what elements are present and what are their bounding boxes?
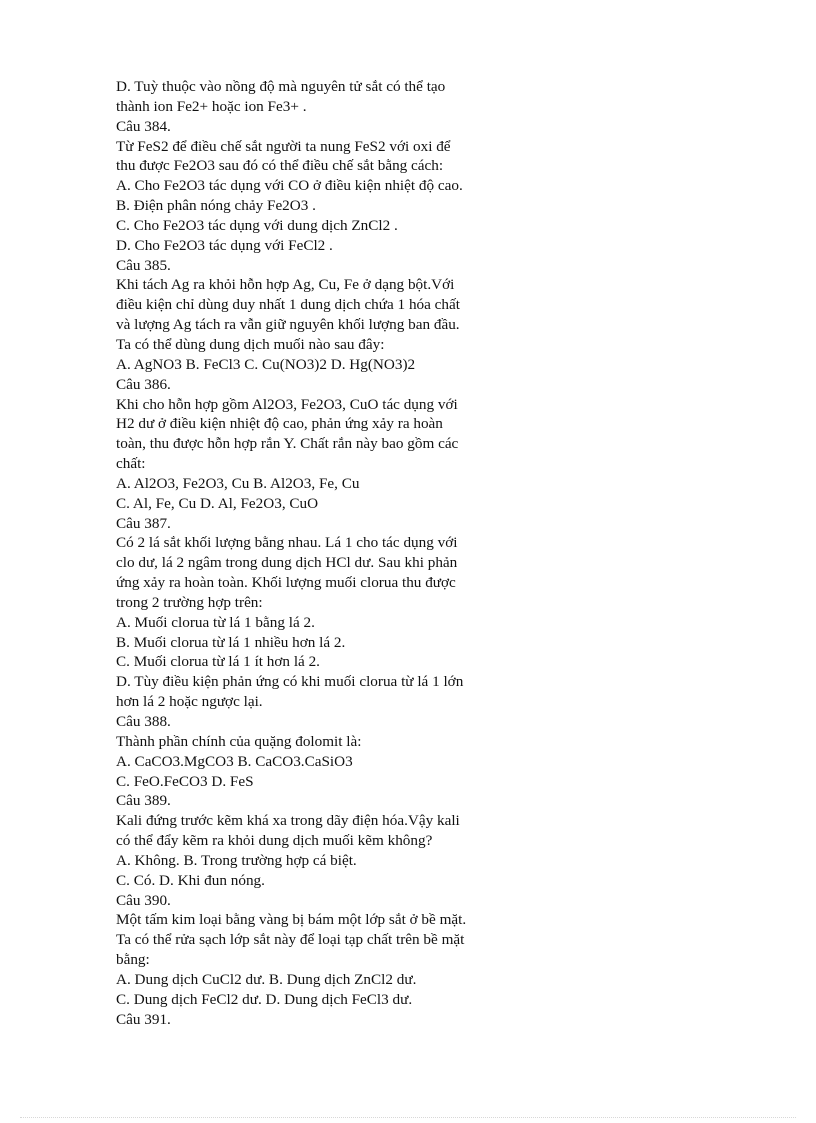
text-line: A. Cho Fe2O3 tác dụng với CO ở điều kiện nhiệt độ cao. <box>116 177 463 195</box>
text-line: Câu 391. <box>116 1010 171 1028</box>
text-line: Câu 385. <box>116 256 171 274</box>
text-line: Ta có thể rửa sạch lớp sắt này để loại tạp chất trên bề mặt <box>116 931 465 949</box>
text-line: C. Dung dịch FeCl2 dư. D. Dung dịch FeCl3 dư. <box>116 990 413 1008</box>
text-line: chất: <box>116 455 146 473</box>
text-line: C. Cho Fe2O3 tác dụng với dung dịch ZnCl2 . <box>116 216 398 234</box>
text-line: và lượng Ag tách ra vẫn giữ nguyên khối lượng ban đầu. <box>116 316 460 334</box>
text-line: A. Muối clorua từ lá 1 bằng lá 2. <box>116 613 315 631</box>
text-line: Câu 390. <box>116 891 171 909</box>
text-line: có thể đẩy kẽm ra khỏi dung dịch muối kẽm không? <box>116 832 433 850</box>
text-line: Có 2 lá sắt khối lượng bằng nhau. Lá 1 cho tác dụng với <box>116 534 458 552</box>
text-line: Thành phần chính của quặng đolomit là: <box>116 732 362 750</box>
text-line: D. Cho Fe2O3 tác dụng với FeCl2 . <box>116 236 333 254</box>
text-line: Khi tách Ag ra khỏi hỗn hợp Ag, Cu, Fe ở dạng bột.Với <box>116 276 455 294</box>
text-line: C. Có. D. Khi đun nóng. <box>116 871 265 889</box>
text-line: trong 2 trường hợp trên: <box>116 593 263 611</box>
text-line: toàn, thu được hỗn hợp rắn Y. Chất rắn này bao gồm các <box>116 435 459 453</box>
text-line: thu được Fe2O3 sau đó có thể điều chế sắt bằng cách: <box>116 157 444 175</box>
text-line: C. Al, Fe, Cu D. Al, Fe2O3, CuO <box>116 494 319 512</box>
text-line: hơn lá 2 hoặc ngược lại. <box>116 693 263 711</box>
text-line: C. Muối clorua từ lá 1 ít hơn lá 2. <box>116 653 320 671</box>
text-line: B. Muối clorua từ lá 1 nhiều hơn lá 2. <box>116 633 346 651</box>
text-line: Câu 387. <box>116 514 171 532</box>
text-line: Câu 389. <box>116 792 171 810</box>
text-line: clo dư, lá 2 ngâm trong dung dịch HCl dư. Sau khi phản <box>116 554 458 572</box>
text-line: B. Điện phân nóng chảy Fe2O3 . <box>116 197 316 215</box>
text-line: C. FeO.FeCO3 D. FeS <box>116 772 254 790</box>
text-line: H2 dư ở điều kiện nhiệt độ cao, phản ứng xảy ra hoàn <box>116 415 443 433</box>
text-line: Câu 388. <box>116 713 171 730</box>
text-line: A. AgNO3 B. FeCl3 C. Cu(NO3)2 D. Hg(NO3)2 <box>116 355 416 373</box>
text-line: D. Tùy điều kiện phản ứng có khi muối clorua từ lá 1 lớn <box>116 673 464 691</box>
text-line: A. Dung dịch CuCl2 dư. B. Dung dịch ZnCl2 dư. <box>116 970 417 988</box>
text-line: Kali đứng trước kẽm khá xa trong dãy điện hóa.Vậy kali <box>116 812 460 830</box>
document-body <box>116 77 536 1030</box>
text-line: Khi cho hỗn hợp gồm Al2O3, Fe2O3, CuO tác dụng với <box>116 395 458 413</box>
text-line: Ta có thể dùng dung dịch muối nào sau đây: <box>116 335 385 353</box>
text-line: A. Không. B. Trong trường hợp cá biệt. <box>116 851 357 869</box>
page-bottom-divider <box>20 1117 796 1118</box>
text-line: Một tấm kim loại bằng vàng bị bám một lớp sắt ở bề mặt. <box>116 911 467 929</box>
text-line: Từ FeS2 để điều chế sắt người ta nung FeS2 với oxi để <box>116 137 451 155</box>
text-line: D. Tuỳ thuộc vào nồng độ mà nguyên tử sắt có thể tạo <box>116 78 446 95</box>
text-line: điều kiện chỉ dùng duy nhất 1 dung dịch chứa 1 hóa chất <box>116 296 460 314</box>
text-line: Câu 386. <box>116 375 171 393</box>
text-line: A. Al2O3, Fe2O3, Cu B. Al2O3, Fe, Cu <box>116 474 360 492</box>
text-line: ứng xảy ra hoàn toàn. Khối lượng muối clorua thu được <box>116 574 456 592</box>
text-line: Câu 384. <box>116 117 171 135</box>
text-line: A. CaCO3.MgCO3 B. CaCO3.CaSiO3 <box>116 752 353 770</box>
text-line: bằng: <box>116 951 150 969</box>
text-line: thành ion Fe2+ hoặc ion Fe3+ . <box>116 97 307 115</box>
